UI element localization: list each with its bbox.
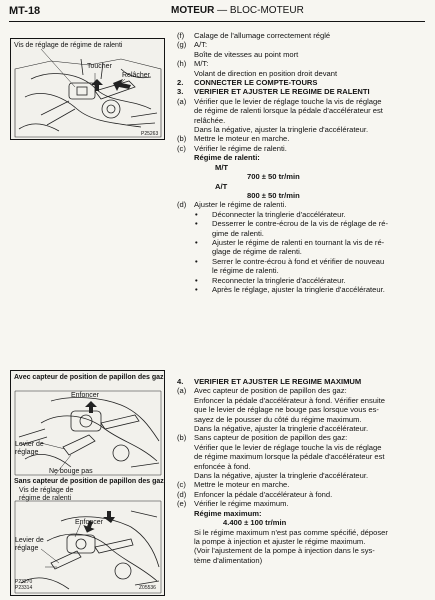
step-heading: 2. CONNECTER LE COMPTE-TOURS xyxy=(177,78,318,88)
text-line: Dans la négative, ajuster la tringlerie d'accélérateur. xyxy=(194,424,369,434)
text-line: (Voir l'ajustement de la pompe à injection dans le sys- xyxy=(194,546,375,556)
regime-mt-value: 700 ± 50 tr/min xyxy=(247,172,300,182)
text-line: Boîte de vitesses au point mort xyxy=(194,49,299,59)
text-line: Vérifier que le levier de réglage touche la vis de réglage xyxy=(194,442,382,452)
label-enfoncer-top: Enfoncer xyxy=(71,392,100,399)
bullet-line: • Reconnecter la tringlerie d'accélérateur. xyxy=(195,275,346,285)
figure-title: Vis de réglage de régime de ralenti xyxy=(14,42,123,49)
page-code: MT-18 xyxy=(9,5,41,17)
label-vis-reglage: Vis de réglage de régime de ralenti xyxy=(19,487,74,502)
text-line: (h) M/T: xyxy=(177,59,209,69)
bullet-line: gime de ralenti. xyxy=(212,228,264,238)
bullet-line: • Déconnecter la tringlerie d'accélérateur. xyxy=(195,209,346,219)
regime-mt-label: M/T xyxy=(215,162,229,172)
regime-label: Régime de ralenti: xyxy=(194,153,260,163)
text-line: Dans la négative, ajuster la tringlerie d'accélérateur. xyxy=(194,471,369,481)
text-line: (f) Calage de l'allumage correctement réglé xyxy=(177,31,331,40)
figure-code-c: Z05536 xyxy=(139,585,156,591)
text-line: de régime de ralenti lorsque la pédale d'accélérateur est xyxy=(194,106,383,116)
text-line: enfoncée à fond. xyxy=(194,461,251,471)
caption-with-sensor: Avec capteur de position de papillon des gaz xyxy=(14,374,164,381)
label-enfoncer-bottom: Enfoncer xyxy=(75,519,104,526)
text-line: (d) Enfoncer la pédale d'accélérateur à fond. xyxy=(177,489,333,499)
text-line: que le levier de réglage ne bouge pas lorsque vous es- xyxy=(194,405,379,415)
text-line: (b) Mettre le moteur en marche. xyxy=(177,134,290,144)
text-line: (g) A/T: xyxy=(177,40,208,50)
label-levier-top: Levier de réglage xyxy=(15,441,44,456)
text-line: Dans la négative, ajuster la tringlerie d'accélérateur. xyxy=(194,125,369,135)
label-ne-bouge-pas: Ne bouge pas xyxy=(49,468,93,475)
text-line: (a) Vérifier que le levier de réglage touche la vis de réglage xyxy=(177,96,382,106)
text-line: relâchée. xyxy=(194,115,226,125)
text-line: (b) Sans capteur de position de papillon des gaz: xyxy=(177,433,348,443)
regime-at-label: A/T xyxy=(215,181,228,191)
label-relacher: Relâcher xyxy=(122,72,151,79)
text-line: tème d'alimentation) xyxy=(194,555,263,565)
idle-adjust-drawing xyxy=(11,39,165,140)
regime-max-label: Régime maximum: xyxy=(194,508,262,518)
text-section-max xyxy=(177,377,427,565)
step-heading: 4. VERIFIER ET AJUSTER LE REGIME MAXIMUM xyxy=(177,377,362,386)
text-section-idle xyxy=(177,31,427,294)
page-header xyxy=(9,4,425,22)
text-line: (c) Vérifier le régime de ralenti. xyxy=(177,143,287,153)
text-line: la pompe à injection et ajuster le régime maximum. xyxy=(194,536,366,546)
label-toucher: Toucher xyxy=(87,63,112,70)
label-levier-bottom: Levier de réglage xyxy=(15,537,44,552)
text-line: (a) Avec capteur de position de papillon des gaz: xyxy=(177,386,347,396)
text-line: (c) Mettre le moteur en marche. xyxy=(177,480,290,490)
bullet-line: le régime de ralenti. xyxy=(212,266,279,276)
page-title: MOTEUR — BLOC-MOTEUR xyxy=(171,5,304,16)
text-line: Volant de direction en position droit devant xyxy=(194,68,338,78)
caption-without-sensor: Sans capteur de position de papillon des gaz xyxy=(14,478,164,485)
regime-at-value: 800 ± 50 tr/min xyxy=(247,190,300,200)
text-line: (e) Vérifier le régime maximum. xyxy=(177,499,289,509)
text-line: sayez de le pousser du côté du régime maximum. xyxy=(194,414,362,424)
regime-max-value: 4.400 ± 100 tr/min xyxy=(223,518,287,528)
bullet-line: • Serrer le contre-écrou à fond et vérifier de nouveau xyxy=(195,256,385,266)
figure-code-b: P23314 xyxy=(15,585,33,591)
text-line: Si le régime maximum n'est pas comme spécifié, déposer xyxy=(194,527,388,537)
bullet-line: • Après le réglage, ajuster la tringlerie d'accélérateur. xyxy=(195,284,385,294)
text-line: Enfoncer la pédale d'accélérateur à fond. Vérifier ensuite xyxy=(194,395,385,405)
text-line: de régime maximum lorsque la pédale d'accélérateur est xyxy=(194,452,385,462)
figure-code: P25263 xyxy=(141,131,159,137)
figure-code-a: P23270 xyxy=(15,579,33,585)
figure-max-adjust xyxy=(10,370,165,596)
bullet-line: • Desserrer le contre-écrou de la vis de réglage de ré- xyxy=(195,219,389,229)
bullet-line: glage de régime de ralenti. xyxy=(212,247,302,257)
bullet-line: • Ajuster le régime de ralenti en tournant la vis de ré- xyxy=(195,237,385,247)
text-line: (d) Ajuster le régime de ralenti. xyxy=(177,200,287,210)
figure-idle-adjust xyxy=(10,38,165,140)
step-heading: 3. VERIFIER ET AJUSTER LE REGIME DE RALENTI xyxy=(177,87,370,97)
